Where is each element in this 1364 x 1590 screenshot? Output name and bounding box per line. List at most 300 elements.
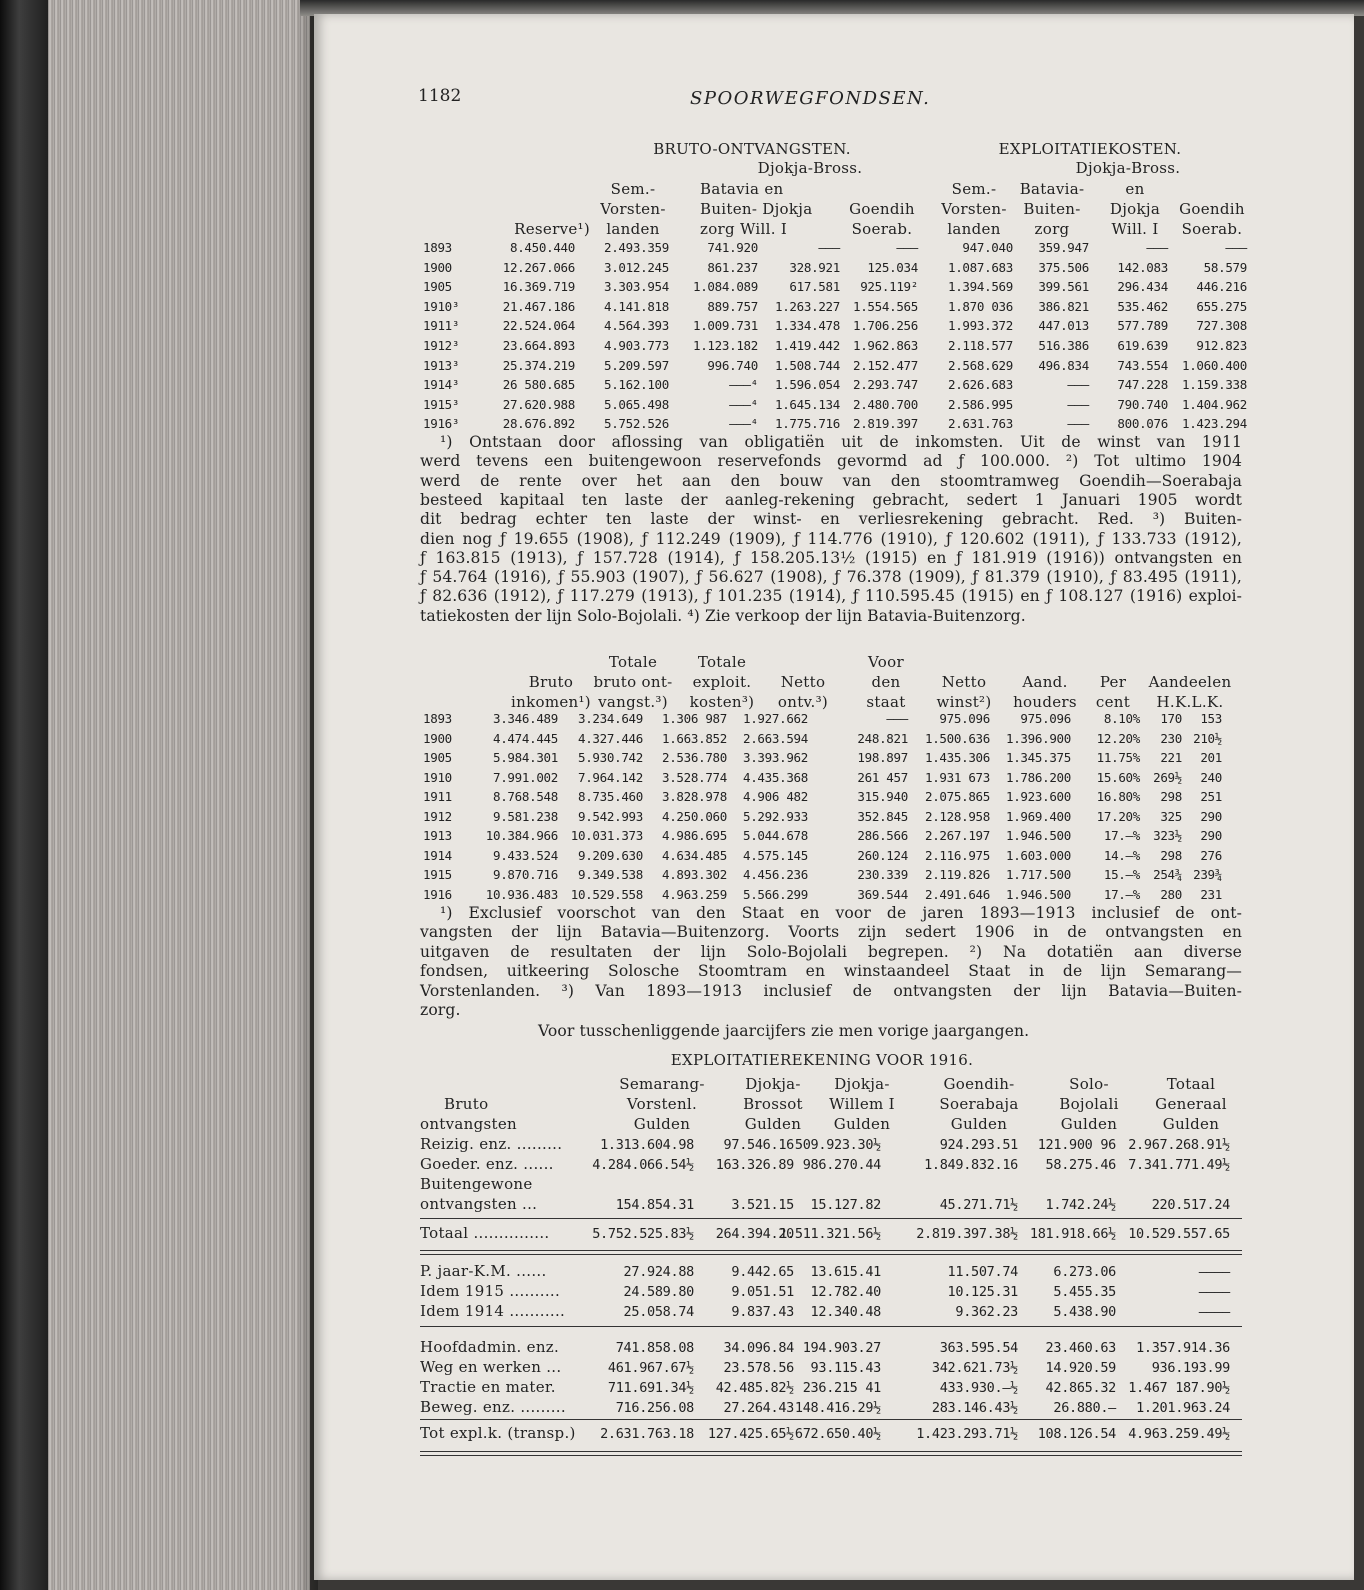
- table-cell: 577.789: [1117, 318, 1168, 334]
- receipt-row-cell: 4.284.066.54½: [592, 1157, 694, 1173]
- cost-row-cell: 236.215 41: [802, 1380, 881, 1396]
- table-cell: 359.947: [1038, 240, 1089, 255]
- col-head-aand: houders: [1013, 693, 1077, 711]
- table-cell: 3.393.962: [742, 750, 808, 765]
- col-head-netto: ontv.³): [777, 693, 829, 711]
- receipt-row-cell: 15.127.82: [810, 1197, 881, 1213]
- km-row-cell: 5.438.90: [1053, 1304, 1116, 1320]
- table-cell: 1.645.134: [774, 396, 840, 412]
- cost-row-cell: 27.264.43: [723, 1400, 794, 1416]
- table-cell: 947.040: [962, 240, 1013, 255]
- table-cell: 1.603.000: [1005, 847, 1071, 863]
- receipt-row-cell: 1.849.832.16: [924, 1157, 1018, 1173]
- table-cell: 1.969.400: [1005, 808, 1071, 824]
- table-cell: 2.819.397: [852, 416, 918, 432]
- table-cell: 369.544: [857, 886, 908, 902]
- table-cell: 198.897: [857, 750, 908, 765]
- row-year: 1910³: [423, 298, 460, 314]
- col-head-batavia-left: Buiten- Djokja: [700, 200, 813, 218]
- table-cell: 2.267.197: [924, 828, 990, 843]
- cost-row-cell: 741.858.08: [615, 1340, 694, 1356]
- km-row-cell: ————: [1198, 1264, 1230, 1280]
- tot-expl-row-label: Tot expl.k. (transp.): [420, 1424, 576, 1442]
- col-head-2: Djokja-: [834, 1075, 890, 1093]
- col-head-per: cent: [1095, 693, 1131, 711]
- row-year: 1913³: [423, 357, 460, 373]
- km-row-cell: 12.782.40: [810, 1284, 881, 1300]
- table-cell: 27.620.988: [502, 396, 575, 412]
- table-cell: 17.20%: [1096, 808, 1140, 824]
- table-cell: 5.930.742: [577, 750, 643, 765]
- table-cell: 1.508.744: [774, 357, 840, 373]
- total-row-cell: 264.394.20: [715, 1226, 794, 1242]
- table-cell: 3.012.245: [603, 259, 669, 275]
- table-cell: 5.065.498: [603, 396, 669, 412]
- table-cell: 3.303.954: [603, 279, 669, 295]
- col-head-totexpl: kosten³): [689, 693, 755, 711]
- table-cell: 221: [1160, 750, 1182, 765]
- row-year: 1900: [423, 730, 452, 746]
- col-head-batavia-right: Batavia-: [1019, 180, 1085, 198]
- table-cell: ———: [886, 711, 908, 726]
- row-year: 1911: [423, 789, 452, 804]
- cost-row-cell: 23.460.63: [1045, 1340, 1116, 1356]
- cost-row-label: Hoofdadmin. enz.: [420, 1338, 560, 1356]
- cost-row-cell: 93.115.43: [810, 1360, 881, 1376]
- table-cell: 8.768.548: [492, 789, 558, 804]
- receipt-row-label: Reizig. enz. .........: [420, 1135, 563, 1153]
- row-year: 1916³: [423, 416, 460, 432]
- col-head-hklk: H.K.L.K.: [1156, 693, 1224, 711]
- table-cell: 4.564.393: [603, 318, 669, 334]
- km-row-cell: 9.837.43: [731, 1304, 794, 1320]
- table-cell: 325: [1160, 808, 1182, 824]
- row-year: 1893: [423, 711, 452, 726]
- cost-row-label: Tractie en mater.: [420, 1378, 556, 1396]
- col-head-1: Gulden: [744, 1115, 802, 1133]
- table-cell: 4.474.445: [492, 730, 558, 746]
- footnote-line: fondsen, uitkeering Solosche Stoomtram en winstaandeel Staat in de lijn Semarang—: [420, 962, 1242, 981]
- table-cell: 2.116.975: [924, 847, 990, 863]
- receipt-row-cell: 2.967.268.91½: [1128, 1137, 1230, 1153]
- table-cell: 2.536.780: [661, 750, 727, 765]
- table-cell: 2.118.577: [947, 338, 1013, 353]
- col-head-5: Gulden: [1162, 1115, 1220, 1133]
- col-head-totbruto: bruto ont-: [593, 673, 673, 691]
- km-row-cell: 5.455.35: [1053, 1284, 1116, 1300]
- footnote-closing-line: Voor tusschenliggende jaarcijfers zie men vorige jaargangen.: [538, 1022, 1030, 1040]
- footnote-line: ¹) Ontstaan door aflossing van obligatiën uit de inkomsten. Uit de winst van 1911: [440, 433, 1242, 451]
- table-cell: 5.984.301: [492, 750, 558, 765]
- table-cell: 4.986.695: [661, 828, 727, 843]
- table-cell: 619.639: [1117, 338, 1168, 353]
- cost-row-cell: 14.920.59: [1045, 1360, 1116, 1376]
- table-cell: 1.345.375: [1005, 750, 1071, 765]
- cost-row-cell: 148.416.29½: [794, 1400, 881, 1416]
- table-cell: 153: [1200, 711, 1222, 726]
- table-cell: 15.60%: [1096, 769, 1140, 785]
- table-cell: 1.123.182: [692, 338, 758, 353]
- table-cell: 2.586.995: [947, 396, 1013, 412]
- cost-row-cell: 1.467 187.90½: [1128, 1380, 1230, 1396]
- table-cell: 1.087.683: [947, 259, 1013, 275]
- table-cell: 21.467.186: [502, 298, 575, 314]
- cost-row-cell: 342.621.73½: [931, 1360, 1018, 1376]
- table-cell: 4.903.773: [603, 338, 669, 353]
- rule-above-costs: [420, 1326, 1242, 1327]
- km-row-label: Idem 1914 ...........: [420, 1302, 566, 1320]
- subheading-receipts: Djokja-Bross.: [757, 159, 863, 177]
- table-cell: 9.542.993: [577, 808, 643, 824]
- table-cell: 1.962.863: [852, 338, 918, 353]
- col-head-3: Gulden: [950, 1115, 1008, 1133]
- receipt-row-label: ontvangsten ...: [420, 1195, 538, 1213]
- row-year: 1914: [423, 847, 452, 863]
- receipt-row-cell: 97.546.16: [723, 1137, 794, 1153]
- col-head-4: Bojolali: [1059, 1095, 1119, 1113]
- table-cell: 1.870 036: [947, 298, 1013, 314]
- footnote-line: dit bedrag echter ten laste der winst- en verliesrekening gebracht. Red. ³) Buiten-: [420, 510, 1242, 529]
- table-cell: 1.923.600: [1005, 789, 1071, 804]
- table-cell: 496.834: [1038, 357, 1089, 373]
- row-year: 1893: [423, 240, 452, 255]
- row-year: 1905: [423, 750, 452, 765]
- col-head-sem-right: Vorsten-: [941, 200, 1007, 218]
- table-cell: 58.579: [1203, 259, 1247, 275]
- table-cell: 1.060.400: [1181, 357, 1247, 373]
- total-row-label: Totaal ...............: [420, 1224, 550, 1242]
- receipt-row-cell: 45.271.71½: [939, 1197, 1018, 1213]
- table-cell: 1.554.565: [852, 298, 918, 314]
- table-cell: 4.634.485: [661, 847, 727, 863]
- col-head-winst: Netto: [941, 673, 987, 691]
- table-cell: 4.250.060: [661, 808, 727, 824]
- receipt-row-cell: 509.923.30½: [794, 1137, 881, 1153]
- table-cell: 1.084.089: [692, 279, 758, 295]
- total-row-cell: 2.819.397.38½: [916, 1226, 1018, 1242]
- col-head-djokja-right: Djokja: [1109, 200, 1161, 218]
- cost-row-cell: 42.865.32: [1045, 1380, 1116, 1396]
- col-head-sem-right: Sem.-: [951, 180, 997, 198]
- row-year: 1911³: [423, 318, 460, 334]
- table-cell: 10.384.966: [485, 828, 558, 843]
- table-cell: 1.663.852: [661, 730, 727, 746]
- table-cell: 28.676.892: [502, 416, 575, 432]
- col-head-0: Vorstenl.: [626, 1095, 698, 1113]
- km-row-cell: ————: [1198, 1284, 1230, 1300]
- km-row-cell: 6.273.06: [1053, 1264, 1116, 1280]
- table-cell: 399.561: [1038, 279, 1089, 295]
- cost-row-cell: 34.096.84: [723, 1340, 794, 1356]
- table-cell: 9.581.238: [492, 808, 558, 824]
- table-cell: 1.717.500: [1005, 867, 1071, 882]
- col-head-0: Semarang-: [619, 1075, 705, 1093]
- table-cell: 251: [1200, 789, 1222, 804]
- table-cell: 1.334.478: [774, 318, 840, 334]
- km-row-cell: 11.507.74: [947, 1264, 1018, 1280]
- cost-row-cell: 283.146.43½: [931, 1400, 1018, 1416]
- row-year: 1915: [423, 867, 452, 882]
- rule-above-tot-expl: [420, 1419, 1242, 1420]
- table-cell: 727.308: [1196, 318, 1247, 334]
- rule-below-total-2: [420, 1254, 1242, 1255]
- table-cell: 2.493.359: [603, 240, 669, 255]
- col-head-djokja-right: en: [1125, 180, 1145, 198]
- table-cell: 741.920: [707, 240, 758, 255]
- table-cell: 3.528.774: [661, 769, 727, 785]
- tot-expl-row-cell: 1.423.293.71½: [916, 1426, 1018, 1442]
- table-cell: 201: [1200, 750, 1222, 765]
- tot-expl-row-cell: 127.425.65½: [707, 1426, 794, 1442]
- book-spine: [0, 0, 48, 1590]
- table-cell: 26 580.685: [502, 377, 575, 393]
- table-cell: 1.596.054: [774, 377, 840, 393]
- footnote-line: Vorstenlanden. ³) Van 1893—1913 inclusief de ontvangsten der lijn Batavia—Buiten-: [420, 981, 1242, 1000]
- table-cell: 10.529.558: [570, 886, 643, 902]
- km-row-label: Idem 1915 ..........: [420, 1282, 561, 1300]
- tot-expl-row-cell: 672.650.40½: [794, 1426, 881, 1442]
- table-cell: 790.740: [1117, 396, 1168, 412]
- col-head-totbruto: Totale: [608, 653, 658, 671]
- table-cell: 1.500.636: [924, 730, 990, 746]
- receipt-row-cell: 1.742.24½: [1045, 1197, 1116, 1213]
- table-cell: 290: [1200, 828, 1222, 843]
- table-cell: 1.404.962: [1181, 396, 1247, 412]
- footnote-line: ƒ 54.764 (1916), ƒ 55.903 (1907), ƒ 56.627 (1908), ƒ 76.378 (1909), ƒ 81.379 (1910), ƒ 83.495 (1911),: [420, 568, 1242, 587]
- footnote-line: ¹) Exclusief voorschot van den Staat en voor de jaren 1893—1913 inclusief de ont-: [440, 904, 1242, 922]
- footnote-line: dien nog ƒ 19.655 (1908), ƒ 112.249 (1909), ƒ 114.776 (1910), ƒ 120.602 (1911), ƒ 133.733 (1912),: [420, 529, 1242, 548]
- table-cell: 12.267.066: [502, 259, 575, 275]
- table-cell: 516.386: [1038, 338, 1089, 353]
- row-head-bruto: Bruto: [444, 1095, 489, 1113]
- col-head-2: Willem I: [829, 1095, 895, 1113]
- row-head-ontvangsten: ontvangsten: [420, 1115, 517, 1133]
- row-year: 1914³: [423, 377, 460, 393]
- table-cell: 1.946.500: [1005, 828, 1071, 843]
- col-head-sem-right: landen: [947, 220, 1001, 238]
- receipt-row-cell: 154.854.31: [615, 1197, 694, 1213]
- col-head-sem-left: Sem.-: [610, 180, 656, 198]
- km-row-label: P. jaar-K.M. ......: [420, 1262, 547, 1280]
- table-cell: 8.450.440: [509, 240, 575, 255]
- table-cell: 230.339: [857, 867, 908, 882]
- table-cell: 170: [1160, 711, 1182, 726]
- table-cell: 4.327.446: [577, 730, 643, 746]
- table-cell: ———: [1067, 377, 1089, 393]
- table-cell: 8.10%: [1103, 711, 1140, 726]
- table-cell: 17.—%: [1103, 828, 1140, 843]
- table-cell: 3.234.649: [577, 711, 643, 726]
- col-head-totbruto: vangst.³): [598, 693, 668, 711]
- table-cell: 2.128.958: [924, 808, 990, 824]
- col-head-batavia-right: Buiten-: [1023, 200, 1081, 218]
- table-cell: 975.096: [1020, 711, 1071, 726]
- table-cell: 2.480.700: [852, 396, 918, 412]
- table-cell: 800.076: [1117, 416, 1168, 432]
- table-cell: 231: [1200, 886, 1222, 902]
- km-row-cell: 9.442.65: [731, 1264, 794, 1280]
- cost-row-cell: 1.357.914.36: [1136, 1340, 1230, 1356]
- table-cell: 16.369.719: [502, 279, 575, 295]
- km-row-cell: ————: [1198, 1304, 1230, 1320]
- col-head-staat: den: [871, 673, 901, 691]
- group-heading-costs: EXPLOITATIEKOSTEN.: [998, 140, 1182, 158]
- row-year: 1915³: [423, 396, 460, 412]
- table-cell: 9.209.630: [577, 847, 643, 863]
- table-cell: ———⁴: [729, 377, 758, 393]
- table-cell: 9.349.538: [577, 867, 643, 882]
- total-row-cell: 5.752.525.83½: [592, 1226, 694, 1242]
- table-cell: ———: [1146, 240, 1168, 255]
- col-head-hklk: Aandeelen: [1148, 673, 1232, 691]
- cost-row-cell: 711.691.34½: [607, 1380, 694, 1396]
- receipt-row-cell: 7.341.771.49½: [1128, 1157, 1230, 1173]
- table-cell: 5.044.678: [742, 828, 808, 843]
- table-cell: 239¾: [1193, 867, 1222, 882]
- table-cell: 12.20%: [1096, 730, 1140, 746]
- table-cell: 2.626.683: [947, 377, 1013, 393]
- cost-row-cell: 42.485.82½: [715, 1380, 794, 1396]
- table-cell: 315.940: [857, 789, 908, 804]
- receipt-row-cell: 924.293.51: [939, 1137, 1018, 1153]
- table-cell: 254¾: [1153, 867, 1182, 882]
- col-head-bruto: Bruto: [528, 673, 574, 691]
- table-cell: 298: [1160, 789, 1182, 804]
- row-year: 1900: [423, 259, 452, 275]
- table-cell: 1.419.442: [774, 338, 840, 353]
- table-cell: 2.119.826: [924, 867, 990, 882]
- table-cell: 5.566.299: [742, 886, 808, 902]
- footnote-line: ƒ 82.636 (1912), ƒ 117.279 (1913), ƒ 101.235 (1914), ƒ 110.595.45 (1915) en ƒ 108.127 (1916) exploi-: [420, 587, 1242, 606]
- table-cell: 5.209.597: [603, 357, 669, 373]
- receipt-row-label: Goeder. enz. ......: [420, 1155, 554, 1173]
- table-cell: 280: [1160, 886, 1182, 902]
- table-cell: 446.216: [1196, 279, 1247, 295]
- cost-row-cell: 716.256.08: [615, 1400, 694, 1416]
- table-cell: 248.821: [857, 730, 908, 746]
- table-cell: 323½: [1153, 828, 1182, 843]
- col-head-2: Gulden: [833, 1115, 891, 1133]
- rule-below-total: [420, 1250, 1242, 1251]
- row-year: 1912: [423, 808, 452, 824]
- km-row-cell: 9.362.23: [955, 1304, 1018, 1320]
- table-cell: 296.434: [1117, 279, 1168, 295]
- col-head-sem-left: Vorsten-: [600, 200, 666, 218]
- cost-row-cell: 26.880.—: [1053, 1400, 1116, 1416]
- cost-row-cell: 433.930.—½: [939, 1380, 1018, 1396]
- row-year: 1910: [423, 769, 452, 785]
- footnote-line: uitgaven de resultaten der lijn Solo-Bojolali begrepen. ²) Na dotatiën aan diverse: [420, 942, 1242, 961]
- col-head-batavia-right: zorg: [1034, 220, 1070, 238]
- table-cell: 23.664.893: [502, 338, 575, 353]
- cost-row-cell: 461.967.67½: [607, 1360, 694, 1376]
- table-cell: 286.566: [857, 828, 908, 843]
- receipt-row-cell: 3.521.15: [731, 1197, 794, 1213]
- col-head-4: Gulden: [1060, 1115, 1118, 1133]
- cost-row-cell: 23.578.56: [723, 1360, 794, 1376]
- cost-row-cell: 936.193.99: [1151, 1360, 1230, 1376]
- table-cell: 125.034: [867, 259, 918, 275]
- table-cell: 4.435.368: [742, 769, 808, 785]
- table-cell: 14.—%: [1103, 847, 1140, 863]
- table-cell: 1.435.306: [924, 750, 990, 765]
- total-row-cell: 181.918.66½: [1029, 1226, 1116, 1242]
- rule-bottom-1: [420, 1451, 1242, 1452]
- col-head-0: Gulden: [633, 1115, 691, 1133]
- table-cell: ———: [1067, 396, 1089, 412]
- table-cell: 1.306 987: [661, 711, 727, 726]
- receipt-row-cell: 58.275.46: [1045, 1157, 1116, 1173]
- table-cell: 25.374.219: [502, 357, 575, 373]
- table-cell: 925.119²: [860, 279, 918, 295]
- col-head-3: Soerabaja: [939, 1095, 1019, 1113]
- footnote-line: zorg.: [420, 1001, 461, 1019]
- receipt-row-label: Buitengewone: [420, 1175, 533, 1193]
- table-cell: 261 457: [857, 769, 908, 785]
- table-cell: 1.993.372: [947, 318, 1013, 334]
- table-cell: 298: [1160, 847, 1182, 863]
- table-cell: 22.524.064: [502, 318, 575, 334]
- table-cell: 290: [1200, 808, 1222, 824]
- col-head-totexpl: exploit.: [692, 673, 752, 691]
- col-head-5: Generaal: [1155, 1095, 1227, 1113]
- table-cell: 7.964.142: [577, 769, 643, 785]
- table-title: EXPLOITATIEREKENING VOOR 1916.: [670, 1051, 974, 1069]
- table-cell: 210½: [1193, 730, 1222, 746]
- col-head-goendih-right: Soerab.: [1181, 220, 1243, 238]
- col-head-5: Totaal: [1166, 1075, 1216, 1093]
- col-head-goendih-left: Goendih: [849, 200, 915, 218]
- col-head-bruto: inkomen¹): [511, 693, 591, 711]
- table-cell: 375.506: [1038, 259, 1089, 275]
- table-cell: 5.752.526: [603, 416, 669, 432]
- table-cell: 747.228: [1117, 377, 1168, 393]
- footnote-line: ƒ 163.815 (1913), ƒ 157.728 (1914), ƒ 158.205.13½ (1915) en ƒ 181.919 (1916)) ontvangsten en: [420, 548, 1242, 567]
- cost-row-cell: 1.201.963.24: [1136, 1400, 1230, 1416]
- table-cell: 4.893.302: [661, 867, 727, 882]
- table-cell: 4.575.145: [742, 847, 808, 863]
- table-cell: 975.096: [939, 711, 990, 726]
- table-cell: ———⁴: [729, 416, 758, 432]
- col-head-totexpl: Totale: [697, 653, 747, 671]
- total-row-cell: 10.529.557.65: [1128, 1226, 1230, 1242]
- table-cell: 861.237: [707, 259, 758, 275]
- table-cell: 1.159.338: [1181, 377, 1247, 393]
- group-heading-receipts: BRUTO-ONTVANGSTEN.: [653, 140, 851, 158]
- table-cell: 1.706.256: [852, 318, 918, 334]
- table-cell: ———⁴: [729, 396, 758, 412]
- col-head-1: Djokja-: [745, 1075, 801, 1093]
- table-cell: 2.152.477: [852, 357, 918, 373]
- footnote-line: werd tevens een buitengewoon reservefonds gevormd ad ƒ 100.000. ²) Tot ultimo 1904: [420, 452, 1242, 471]
- table-cell: 10.031.373: [570, 828, 643, 843]
- table-cell: 912.823: [1196, 338, 1247, 353]
- table-cell: 4.906 482: [742, 789, 808, 804]
- running-title: SPOORWEGFONDSEN.: [690, 88, 931, 109]
- table-cell: 2.491.646: [924, 886, 990, 902]
- footnote-line: vangsten der lijn Batavia—Buitenzorg. Voorts zijn sedert 1906 in de ontvangsten en: [420, 923, 1242, 942]
- table-cell: 269½: [1153, 769, 1182, 785]
- col-head-aand: Aand.: [1022, 673, 1068, 691]
- table-cell: 447.013: [1038, 318, 1089, 334]
- table-cell: 2.293.747: [852, 377, 918, 393]
- row-year: 1916: [423, 886, 452, 902]
- row-year: 1905: [423, 279, 452, 295]
- footnote-line: werd de rente over het aan den bouw van den stoomtramweg Goendih—Soerabaja: [420, 471, 1242, 490]
- col-head-4: Solo-: [1069, 1075, 1109, 1093]
- table-cell: 386.821: [1038, 298, 1089, 314]
- table-cell: 15.—%: [1103, 867, 1140, 882]
